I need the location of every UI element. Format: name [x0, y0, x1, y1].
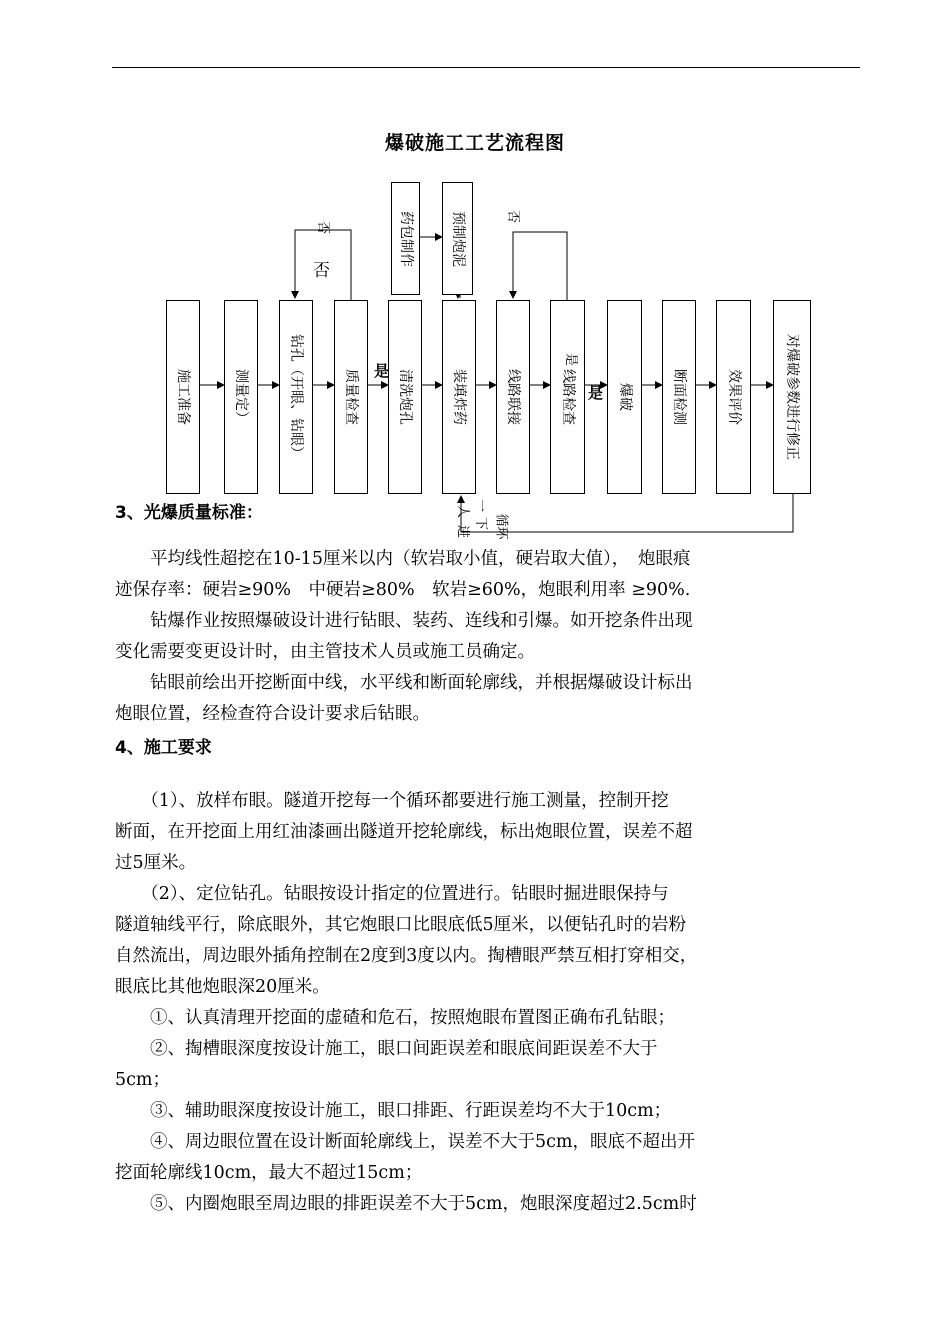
yes-label: 是: [563, 352, 579, 367]
text-line: 断面，在开挖面上用红油漆画出隧道开挖轮廓线，标出炮眼位置，误差不超: [115, 822, 693, 842]
flow-step-box: [662, 300, 696, 494]
section-heading: 4、施工要求: [115, 738, 212, 758]
flow-step-box: [607, 300, 642, 494]
flow-step-box: [388, 300, 422, 494]
flow-step-label: 线路联接: [505, 369, 521, 425]
flow-step-box: [224, 300, 258, 494]
prep-box: [442, 182, 473, 295]
text-line: 5cm；: [115, 1070, 171, 1090]
section-body: [115, 786, 863, 1220]
text-line: （1）、放样布眼。隧道开挖每一个循环都要进行施工测量，控制开挖: [115, 791, 669, 811]
text-line: 钻爆作业按照爆破设计进行钻眼、装药、连线和引爆。如开挖条件出现: [115, 611, 693, 631]
flow-step-box: [550, 300, 585, 494]
flow-step-box: [166, 300, 200, 494]
no-label: 否: [313, 261, 330, 281]
section-body: [115, 544, 863, 730]
yes-label: 是: [588, 384, 604, 402]
flowchart: [150, 170, 830, 550]
no-label: 否: [315, 220, 331, 235]
flow-step-box: [279, 300, 313, 494]
flow-step-label: 质量检查: [343, 369, 359, 425]
header-rule: [112, 67, 860, 68]
text-line: 眼底比其他炮眼深20厘米。: [115, 977, 330, 997]
loop-label: 循环: [493, 513, 509, 540]
prep-box-label: 预制炮泥: [449, 210, 466, 267]
flow-step-label: 断面检测: [671, 369, 687, 425]
flow-step-label: 线路检查: [559, 369, 576, 425]
text-line: 过5厘米。: [115, 853, 197, 873]
no-label: 否: [505, 209, 521, 224]
flow-step-box: [716, 300, 751, 494]
text-line: ⑤、内圈炮眼至周边眼的排距误差不大于5cm，炮眼深度超过2.5cm时: [115, 1194, 697, 1214]
loop-label: 一: [473, 498, 489, 513]
text-line: 挖面轮廓线10cm，最大不超过15cm；: [115, 1163, 423, 1183]
text-line: 变化需要变更设计时，由主管技术人员或施工员确定。: [115, 642, 535, 662]
flow-step-box: [496, 300, 530, 494]
flow-step-label: 装填炸药: [451, 369, 467, 425]
loop-label: 下: [473, 516, 489, 531]
flow-step-label: 效果评价: [725, 369, 742, 425]
text-line: ③、辅助眼深度按设计施工，眼口排距、行距误差均不大于10cm；: [115, 1101, 672, 1121]
text-line: 平均线性超挖在10-15厘米以内（软岩取小值，硬岩取大值）， 炮眼痕: [115, 549, 691, 569]
loop-label: 人: [455, 504, 471, 519]
flow-step-label: 施工准备: [175, 369, 191, 425]
text-line: 钻眼前绘出开挖断面中线，水平线和断面轮廓线，并根据爆破设计标出: [115, 673, 693, 693]
prep-box: [391, 182, 420, 295]
text-line: 自然流出，周边眼外插角控制在2度到3度以内。掏槽眼严禁互相打穿相交，: [115, 946, 698, 966]
loop-label: 进: [455, 524, 471, 539]
prep-box-label: 药包制作: [397, 210, 414, 267]
flow-step-box: [773, 300, 811, 494]
flow-step-label: 测量定）: [233, 369, 249, 425]
text-line: ②、掏槽眼深度按设计施工，眼口间距误差和眼底间距误差不大于: [115, 1039, 658, 1059]
yes-label: 是: [374, 362, 390, 380]
flow-step-label: 清洗炮孔: [397, 369, 413, 425]
flow-step-label: 钻孔（开眼、钻眼）: [288, 334, 304, 460]
text-line: 炮眼位置，经检查符合设计要求后钻眼。: [115, 704, 430, 724]
flow-step-box: [334, 300, 368, 494]
text-line: 隧道轴线平行，除底眼外，其它炮眼口比眼底低5厘米，以便钻孔时的岩粉: [115, 915, 687, 935]
flow-step-label: 对爆破参数进行修正: [784, 334, 800, 460]
section-heading: 3、光爆质量标准：: [115, 503, 263, 523]
flow-step-label: 爆破: [616, 383, 633, 411]
page-title: 爆破施工工艺流程图: [384, 132, 565, 154]
flow-step-box: [442, 300, 476, 494]
text-line: ④、周边眼位置在设计断面轮廓线上，误差不大于5cm，眼底不超出开: [115, 1132, 696, 1152]
text-line: ①、认真清理开挖面的虚碴和危石，按照炮眼布置图正确布孔钻眼；: [115, 1008, 675, 1028]
text-line: （2）、定位钻孔。钻眼按设计指定的位置进行。钻眼时掘进眼保持与: [115, 884, 669, 904]
text-line: 迹保存率：硬岩≥90% 中硬岩≥80% 软岩≥60%，炮眼利用率 ≥90%.: [115, 580, 691, 600]
